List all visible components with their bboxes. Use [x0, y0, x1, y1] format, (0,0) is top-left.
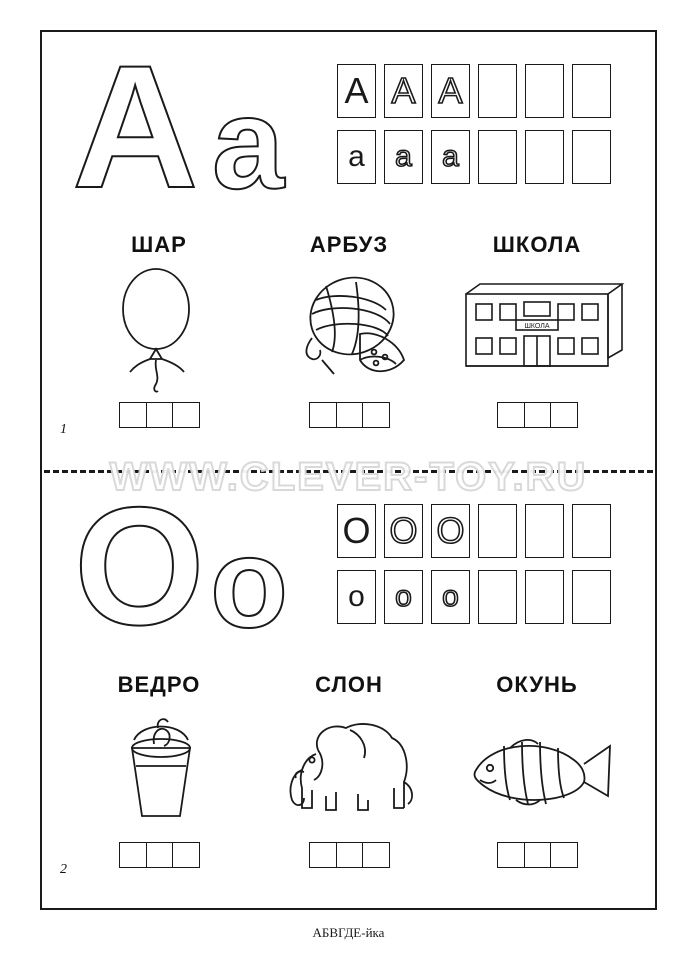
word-label: АРБУЗ [309, 232, 389, 257]
tracing-cell[interactable] [384, 570, 423, 624]
tracing-cell-empty[interactable] [572, 64, 611, 118]
bucket-picture [64, 704, 254, 834]
school-sign-text: ШКОЛА [523, 323, 550, 330]
tracing-glyph: о [442, 580, 459, 613]
fish-picture [442, 704, 632, 834]
tracing-cell-empty[interactable] [572, 504, 611, 558]
sound-box[interactable] [362, 402, 390, 428]
word-label: ОКУНЬ [496, 672, 578, 697]
sound-box[interactable] [550, 402, 578, 428]
footer-title: АБВГДЕ-йка [312, 925, 385, 940]
sound-boxes [64, 402, 254, 428]
section-letter-a [42, 32, 655, 468]
tracing-cell[interactable] [431, 130, 470, 184]
word-item-bucket [64, 672, 254, 868]
balloon-picture [64, 264, 254, 394]
tracing-glyph: О [436, 510, 465, 551]
sound-box[interactable] [309, 402, 337, 428]
tracing-grid-o [337, 504, 637, 636]
tracing-cell[interactable] [384, 64, 423, 118]
word-item-elephant [254, 672, 444, 868]
tracing-glyph: а [348, 140, 365, 173]
word-row-o [42, 672, 655, 902]
sound-box[interactable] [497, 842, 525, 868]
tracing-cell-empty[interactable] [478, 130, 517, 184]
tracing-glyph: о [348, 580, 365, 613]
tracing-glyph: О [389, 510, 418, 551]
word-label: ВЕДРО [117, 672, 201, 697]
tracing-cell[interactable] [337, 570, 376, 624]
watermelon-picture [254, 264, 444, 394]
sound-boxes [254, 402, 444, 428]
tracing-glyph: О [342, 510, 371, 551]
tracing-row-uppercase-a [337, 64, 637, 118]
tracing-cell[interactable] [337, 504, 376, 558]
sound-box[interactable] [119, 842, 147, 868]
sound-box[interactable] [172, 402, 200, 428]
tracing-glyph: А [438, 70, 463, 111]
tracing-cell[interactable] [384, 130, 423, 184]
section-letter-o [42, 472, 655, 908]
page-number: 1 [60, 422, 67, 437]
big-letters-o [62, 472, 332, 663]
word-row-a [42, 232, 655, 462]
tracing-cell[interactable] [431, 64, 470, 118]
tracing-glyph: о [395, 580, 412, 613]
big-letters-a [62, 30, 332, 225]
sound-box[interactable] [524, 402, 552, 428]
sound-box[interactable] [550, 842, 578, 868]
sound-box[interactable] [146, 842, 174, 868]
word-label: СЛОН [315, 672, 383, 697]
elephant-picture [254, 704, 444, 834]
tracing-glyph: А [344, 70, 369, 111]
tracing-cell-empty[interactable] [525, 130, 564, 184]
sound-box[interactable] [336, 842, 364, 868]
school-picture [442, 264, 632, 394]
tracing-row-uppercase-o [337, 504, 637, 558]
word-label: ШАР [131, 232, 187, 257]
tracing-row-lowercase-a [337, 130, 637, 184]
sound-box[interactable] [336, 402, 364, 428]
tracing-cell-empty[interactable] [525, 64, 564, 118]
watermark: WWW.CLEVER-TOY.RU [109, 455, 588, 499]
sound-boxes [442, 402, 632, 428]
tracing-cell-empty[interactable] [572, 570, 611, 624]
page-number: 2 [60, 862, 67, 877]
tracing-cell[interactable] [431, 570, 470, 624]
tracing-cell[interactable] [337, 130, 376, 184]
word-item-school [442, 232, 632, 428]
word-item-fish [442, 672, 632, 868]
big-letter-lowercase-a: а [212, 70, 285, 216]
tracing-cell-empty[interactable] [478, 570, 517, 624]
tracing-glyph: а [395, 140, 412, 173]
tracing-glyph: а [442, 140, 459, 173]
worksheet-page [40, 30, 657, 910]
sound-boxes [64, 842, 254, 868]
tracing-row-lowercase-o [337, 570, 637, 624]
tracing-cell-empty[interactable] [572, 130, 611, 184]
tracing-grid-a [337, 64, 637, 196]
big-letter-uppercase-o: О [74, 472, 205, 660]
tracing-cell[interactable] [384, 504, 423, 558]
big-letter-lowercase-o: о [210, 512, 289, 655]
tracing-cell-empty[interactable] [525, 570, 564, 624]
word-item-balloon [64, 232, 254, 428]
tracing-cell-empty[interactable] [478, 64, 517, 118]
tracing-cell[interactable] [431, 504, 470, 558]
sound-boxes [442, 842, 632, 868]
tracing-cell-empty[interactable] [525, 504, 564, 558]
sound-box[interactable] [497, 402, 525, 428]
sound-box[interactable] [172, 842, 200, 868]
sound-boxes [254, 842, 444, 868]
word-label: ШКОЛА [492, 232, 582, 257]
big-letter-uppercase-a: А [72, 30, 199, 225]
sound-box[interactable] [309, 842, 337, 868]
tracing-glyph: А [391, 70, 416, 111]
sound-box[interactable] [119, 402, 147, 428]
tracing-cell[interactable] [337, 64, 376, 118]
sound-box[interactable] [146, 402, 174, 428]
word-item-watermelon [254, 232, 444, 428]
tracing-cell-empty[interactable] [478, 504, 517, 558]
sound-box[interactable] [362, 842, 390, 868]
sound-box[interactable] [524, 842, 552, 868]
